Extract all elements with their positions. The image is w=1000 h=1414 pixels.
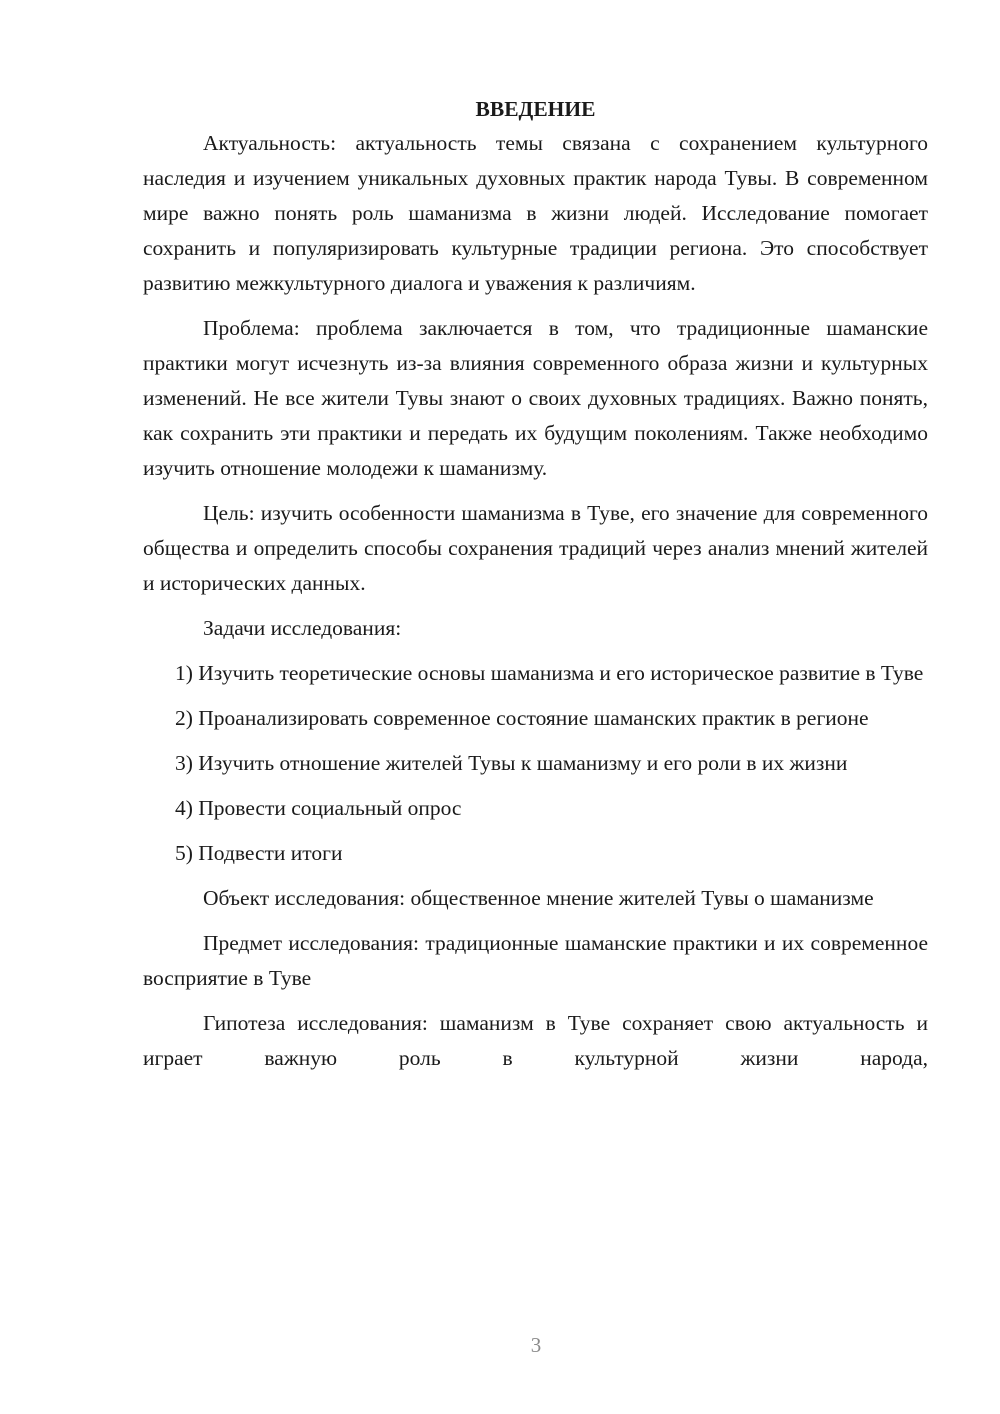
paragraph-subject: Предмет исследования: традиционные шаманские практики и их современное восприятие в Туве	[143, 931, 928, 990]
paragraph-goal: Цель: изучить особенности шаманизма в Туве, его значение для современного общества и определить способы сохранения традиций через анализ мнений жителей и исторических данных.	[143, 501, 928, 595]
page-number: 3	[530, 1333, 542, 1357]
paragraph-object: Объект исследования: общественное мнение жителей Тувы о шаманизме	[203, 886, 874, 910]
paragraph-relevance: Актуальность: актуальность темы связана с сохранением культурного наследия и изучением уникальных духовных практик народа Тувы. В современном мире важно понять роль шаманизма в жизни людей. Исследование помогает сохранить и популяризировать культурные традиции региона. Это способствует развитию межкультурного диалога и уважения к различиям.	[143, 131, 928, 295]
task-item-3: 3) Изучить отношение жителей Тувы к шаманизму и его роли в их жизни	[175, 751, 848, 775]
section-title: ВВЕДЕНИЕ	[475, 97, 596, 121]
task-item-5: 5) Подвести итоги	[175, 841, 343, 865]
task-item-4: 4) Провести социальный опрос	[175, 796, 462, 820]
task-item-2: 2) Проанализировать современное состояние шаманских практик в регионе	[175, 706, 869, 730]
document-page	[143, 92, 928, 1086]
task-item-1: 1) Изучить теоретические основы шаманизма и его историческое развитие в Туве	[175, 661, 924, 685]
paragraph-hypothesis: Гипотеза исследования: шаманизм в Туве сохраняет свою актуальность и играет важную роль в культурной жизни народа,	[143, 1011, 928, 1070]
paragraph-tasks-heading: Задачи исследования:	[203, 616, 402, 640]
paragraph-problem: Проблема: проблема заключается в том, что традиционные шаманские практики могут исчезнуть из-за влияния современного образа жизни и культурных изменений. Не все жители Тувы знают о своих духовных традициях. Важно понять, как сохранить эти практики и передать их будущим поколениям. Также необходимо изучить отношение молодежи к шаманизму.	[143, 316, 928, 480]
